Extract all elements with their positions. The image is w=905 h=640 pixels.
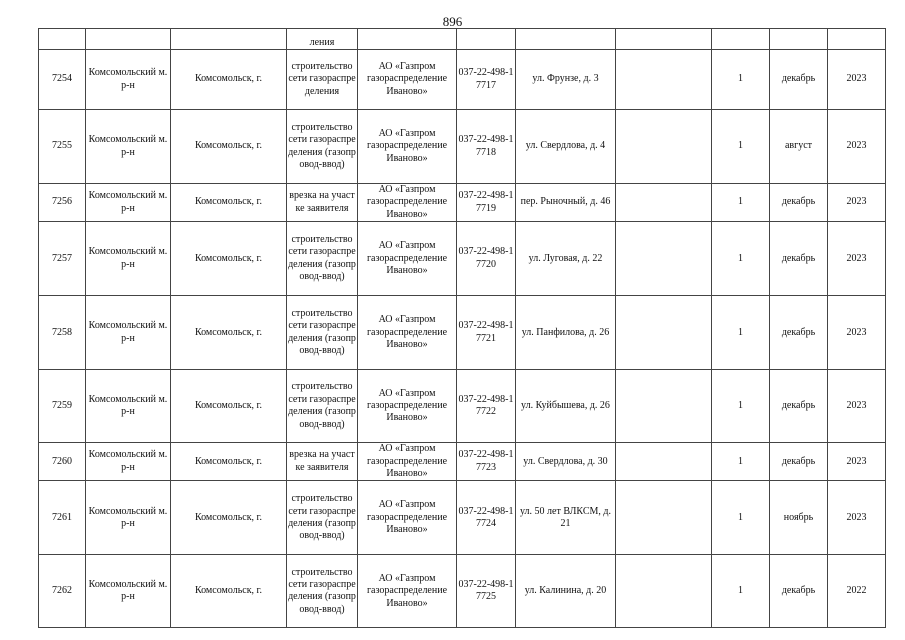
cell-year: 2023 (828, 481, 886, 555)
cell-code: 037-22-498-17722 (457, 370, 516, 443)
cell-district: Комсомольский м.р-н (86, 443, 171, 481)
table-row (39, 184, 886, 222)
cell-qty: 1 (712, 296, 770, 370)
cell-code: 037-22-498-17719 (457, 184, 516, 222)
table-row (39, 222, 886, 296)
cell-month: август (770, 110, 828, 184)
cell-work: строительство сети газораспределения (газопровод-ввод) (287, 481, 358, 555)
cell-month: декабрь (770, 555, 828, 628)
cell-empty (616, 555, 712, 628)
table-row (39, 443, 886, 481)
cell-qty: 1 (712, 443, 770, 481)
cell-address: ул. 50 лет ВЛКСМ, д. 21 (516, 481, 616, 555)
cell-address: ул. Панфилова, д. 26 (516, 296, 616, 370)
cell-settlement: Комсомольск, г. (171, 222, 287, 296)
page-number: 896 (442, 14, 463, 29)
table-row (39, 555, 886, 628)
cell-empty (616, 296, 712, 370)
cell-code (457, 29, 516, 50)
cell-qty: 1 (712, 50, 770, 110)
cell-work: строительство сети газораспределения (газопровод-ввод) (287, 555, 358, 628)
cell-month: ноябрь (770, 481, 828, 555)
cell-month: декабрь (770, 296, 828, 370)
cell-empty (616, 29, 712, 50)
cell-address: ул. Луговая, д. 22 (516, 222, 616, 296)
cell-district: Комсомольский м.р-н (86, 184, 171, 222)
cell-qty: 1 (712, 184, 770, 222)
continuation-row (39, 29, 886, 50)
cell-year (828, 29, 886, 50)
cell-empty (616, 481, 712, 555)
table-row (39, 296, 886, 370)
cell-address (516, 29, 616, 50)
cell-code: 037-22-498-17725 (457, 555, 516, 628)
cell-settlement: Комсомольск, г. (171, 184, 287, 222)
cell-work: врезка на участке заявителя (287, 184, 358, 222)
cell-year: 2022 (828, 555, 886, 628)
cell-settlement: Комсомольск, г. (171, 555, 287, 628)
cell-address: ул. Фрунзе, д. 3 (516, 50, 616, 110)
cell-month: декабрь (770, 50, 828, 110)
cell-settlement: Комсомольск, г. (171, 110, 287, 184)
gasification-table (38, 28, 886, 628)
table-row (39, 481, 886, 555)
cell-year: 2023 (828, 222, 886, 296)
cell-work: строительство сети газораспределения (287, 50, 358, 110)
cell-id: 7261 (39, 481, 86, 555)
cell-address: ул. Калинина, д. 20 (516, 555, 616, 628)
cell-district: Комсомольский м.р-н (86, 222, 171, 296)
cell-settlement: Комсомольск, г. (171, 443, 287, 481)
cell-work: ления (287, 29, 358, 50)
cell-work: строительство сети газораспределения (газопровод-ввод) (287, 110, 358, 184)
table-row (39, 110, 886, 184)
cell-month (770, 29, 828, 50)
cell-month: декабрь (770, 443, 828, 481)
cell-id: 7256 (39, 184, 86, 222)
cell-district: Комсомольский м.р-н (86, 110, 171, 184)
cell-code: 037-22-498-17724 (457, 481, 516, 555)
cell-org: АО «Газпром газораспределение Иваново» (358, 555, 457, 628)
table-row (39, 50, 886, 110)
cell-district: Комсомольский м.р-н (86, 481, 171, 555)
cell-district: Комсомольский м.р-н (86, 370, 171, 443)
cell-work: строительство сети газораспределения (газопровод-ввод) (287, 222, 358, 296)
cell-work: строительство сети газораспределения (газопровод-ввод) (287, 370, 358, 443)
cell-qty: 1 (712, 555, 770, 628)
cell-qty: 1 (712, 222, 770, 296)
table-row (39, 370, 886, 443)
cell-empty (616, 110, 712, 184)
cell-empty (616, 370, 712, 443)
cell-month: декабрь (770, 370, 828, 443)
cell-empty (616, 222, 712, 296)
cell-org: АО «Газпром газораспределение Иваново» (358, 184, 457, 222)
cell-year: 2023 (828, 184, 886, 222)
cell-org: АО «Газпром газораспределение Иваново» (358, 50, 457, 110)
cell-district: Комсомольский м.р-н (86, 50, 171, 110)
cell-empty (616, 184, 712, 222)
cell-year: 2023 (828, 110, 886, 184)
cell-settlement: Комсомольск, г. (171, 296, 287, 370)
cell-settlement: Комсомольск, г. (171, 370, 287, 443)
cell-year: 2023 (828, 50, 886, 110)
cell-empty (616, 443, 712, 481)
cell-address: ул. Свердлова, д. 4 (516, 110, 616, 184)
cell-district (86, 29, 171, 50)
cell-code: 037-22-498-17723 (457, 443, 516, 481)
cell-org: АО «Газпром газораспределение Иваново» (358, 481, 457, 555)
cell-code: 037-22-498-17721 (457, 296, 516, 370)
cell-address: ул. Куйбышева, д. 26 (516, 370, 616, 443)
cell-org: АО «Газпром газораспределение Иваново» (358, 222, 457, 296)
cell-id: 7259 (39, 370, 86, 443)
cell-qty: 1 (712, 110, 770, 184)
cell-id: 7257 (39, 222, 86, 296)
cell-org: АО «Газпром газораспределение Иваново» (358, 110, 457, 184)
cell-work: врезка на участке заявителя (287, 443, 358, 481)
cell-id (39, 29, 86, 50)
cell-code: 037-22-498-17717 (457, 50, 516, 110)
cell-id: 7255 (39, 110, 86, 184)
cell-address: пер. Рыночный, д. 46 (516, 184, 616, 222)
cell-empty (616, 50, 712, 110)
cell-month: декабрь (770, 184, 828, 222)
cell-id: 7258 (39, 296, 86, 370)
cell-settlement (171, 29, 287, 50)
cell-year: 2023 (828, 296, 886, 370)
cell-id: 7254 (39, 50, 86, 110)
cell-org: АО «Газпром газораспределение Иваново» (358, 296, 457, 370)
cell-year: 2023 (828, 443, 886, 481)
cell-district: Комсомольский м.р-н (86, 555, 171, 628)
cell-qty (712, 29, 770, 50)
cell-org (358, 29, 457, 50)
cell-id: 7262 (39, 555, 86, 628)
cell-year: 2023 (828, 370, 886, 443)
cell-id: 7260 (39, 443, 86, 481)
cell-code: 037-22-498-17720 (457, 222, 516, 296)
cell-settlement: Комсомольск, г. (171, 481, 287, 555)
cell-code: 037-22-498-17718 (457, 110, 516, 184)
cell-district: Комсомольский м.р-н (86, 296, 171, 370)
cell-org: АО «Газпром газораспределение Иваново» (358, 443, 457, 481)
cell-org: АО «Газпром газораспределение Иваново» (358, 370, 457, 443)
cell-qty: 1 (712, 481, 770, 555)
cell-address: ул. Свердлова, д. 30 (516, 443, 616, 481)
cell-month: декабрь (770, 222, 828, 296)
cell-settlement: Комсомольск, г. (171, 50, 287, 110)
cell-qty: 1 (712, 370, 770, 443)
cell-work: строительство сети газораспределения (газопровод-ввод) (287, 296, 358, 370)
